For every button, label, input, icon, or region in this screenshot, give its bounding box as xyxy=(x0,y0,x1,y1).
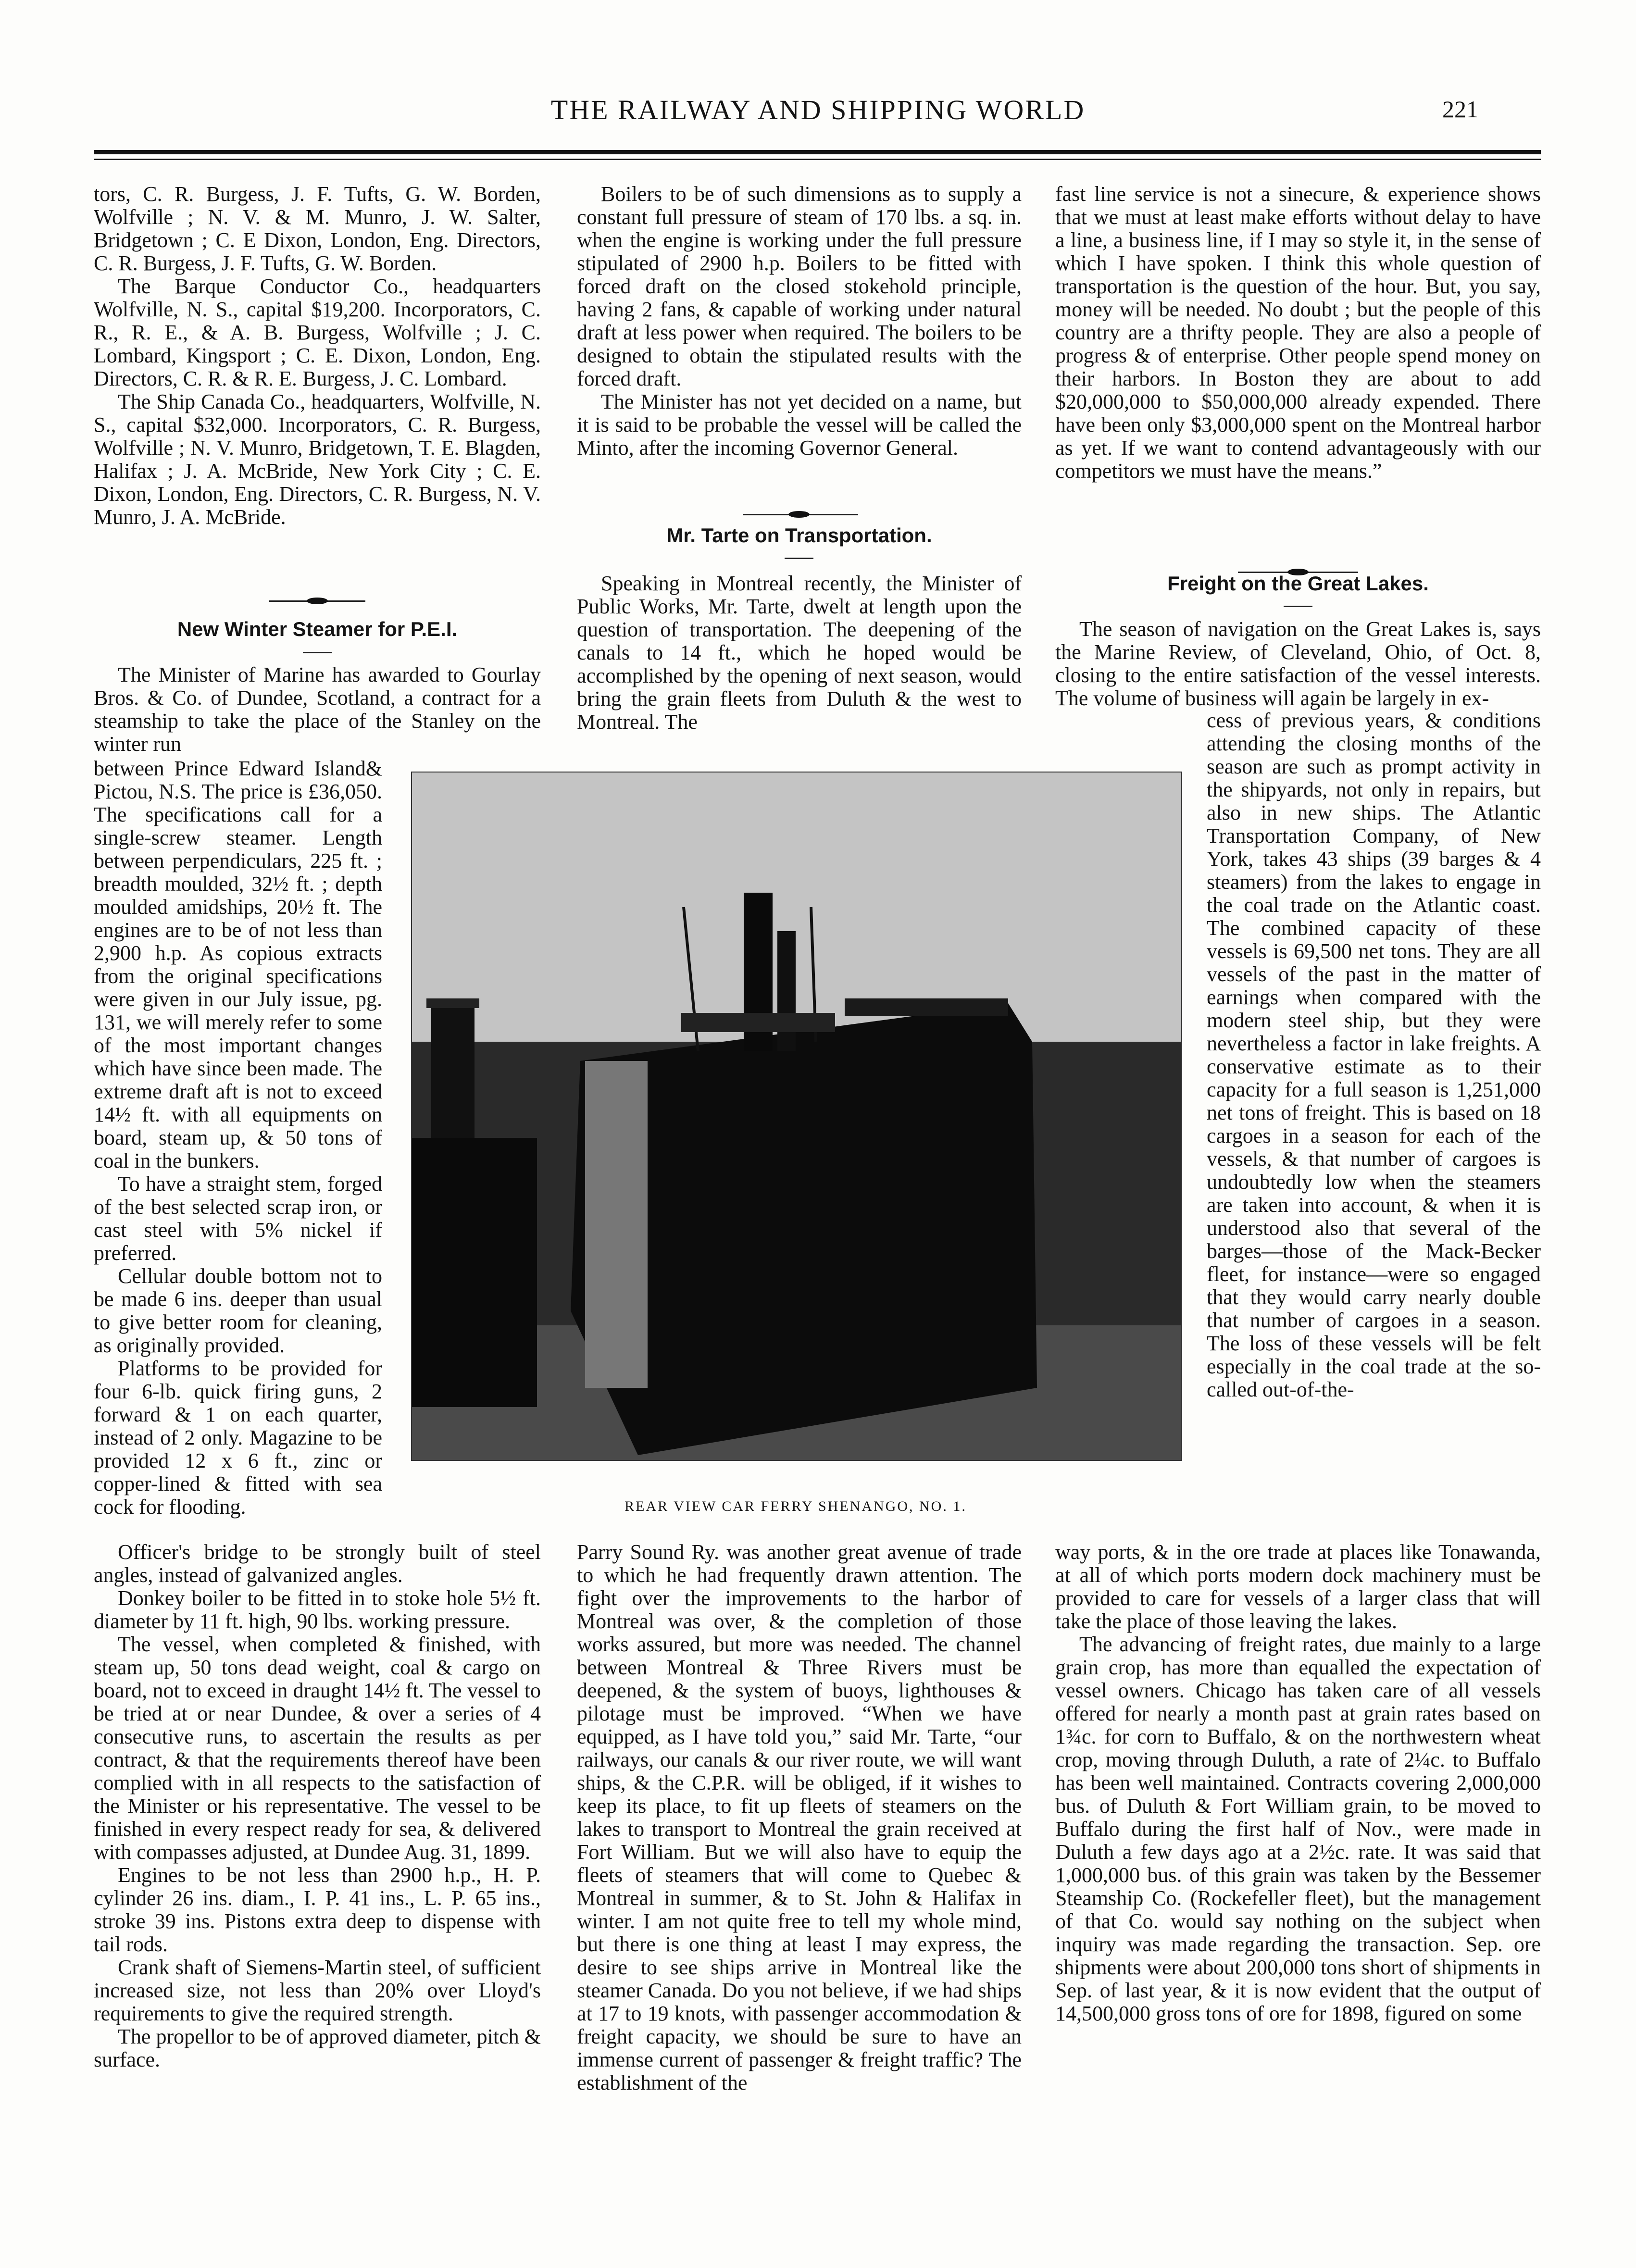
paragraph: Crank shaft of Siemens-Martin steel, of sufficient increased size, not less than 20% over Lloyd's requirements to give the required strength. xyxy=(94,1956,541,2025)
heading-dash xyxy=(303,652,332,653)
paragraph: The Barque Conductor Co., headquarters Wolfville, N. S., capital $19,200. Incorporators, C. R., R. E., & A. B. Burgess, Wolfville ; J. C. Lombard, Kingsport ; C. E. Dixon, London, Eng. Directors, C. R. & R. E. Burgess, J. C. Lombard. xyxy=(94,274,541,390)
paragraph: Cellular double bottom not to be made 6 ins. deeper than usual to give better room for cleaning, as originally provided. xyxy=(94,1264,382,1357)
photo-caption: REAR VIEW CAR FERRY SHENANGO, NO. 1. xyxy=(624,1498,967,1514)
paragraph: Parry Sound Ry. was another great avenue of trade to which he had frequently drawn attention. The fight over the improvements to the harbor of Montreal was over, & the completion of those works assured, but more was needed. The channel between Montreal & Three Rivers must be deepened, & the system of buoys, lighthouses & pilotage must be improved. “When we have equipped, as I have told you,” said Mr. Tarte, “our railways, our canals & our river route, we will want ships, & the C.P.R. will be obliged, if it wishes to keep its place, to fit up fleets of steamers on the lakes to transport to Montreal the grain received at Fort William. But we will also have to equip the fleets of steamers that will come to Quebec & Montreal in summer, & to St. John & Halifax in winter. I am not quite free to tell my whole mind, but there is one thing at least I may express, the desire to see ships arrive in Montreal like the steamer Canada. Do you not believe, if we had ships at 17 to 19 knots, with passenger accommodation & freight capacity, we should be sure to have an immense current of passenger & freight traffic? The establishment of the xyxy=(577,1540,1022,2094)
page-number: 221 xyxy=(1442,96,1478,123)
photo-car-ferry xyxy=(411,772,1182,1461)
section-separator xyxy=(577,510,1022,519)
paragraph: between Prince Edward Island& Pictou, N.S. The price is £36,050. The specifications call for a single-screw steamer. Length between perpendiculars, 225 ft. ; breadth moulded, 32½ ft. ; depth moulded amidships, 20½ ft. The engines are to be of not less than 2,900 h.p. As copious extracts from the original specifications were given in our July issue, pg. 131, we will merely refer to some of the most important changes which have since been made. The extreme draft aft is not to exceed 14½ ft. with all equipments on board, steam up, & 50 tons of coal in the bunkers. xyxy=(94,757,382,1172)
paragraph: Engines to be not less than 2900 h.p., H. P. cylinder 26 ins. diam., I. P. 41 ins., L. P. 65 ins., stroke 39 ins. Pistons extra deep to dispense with tail rods. xyxy=(94,1863,541,1956)
paragraph: The Minister has not yet decided on a name, but it is said to be probable the vessel will be called the Minto, after the incoming Governor General. xyxy=(577,390,1022,460)
heading-dash xyxy=(785,558,813,559)
col2-continuation-text xyxy=(577,1541,1022,2094)
paragraph: fast line service is not a sinecure, & experience shows that we must at least make efforts without delay to have a line, a business line, if I may so style it, in the sense of which I have spoken. I think this whole question of transportation is the question of the hour. But, you say, money will be needed. No doubt ; but the people of this country are a thrifty people. They are also a people of progress & of enterprise. Other people spend money on their harbors. In Boston they are about to add $20,000,000 to $50,000,000 already expended. There have been only $3,000,000 spent on the Montreal harbor as yet. If we want to contend advantageously with our competitors we must have the means.” xyxy=(1055,182,1541,483)
col1-bottom-text xyxy=(94,1541,541,2071)
col1-narrow-text xyxy=(94,757,382,1519)
paragraph: Donkey boiler to be fitted in to stoke hole 5½ ft. diameter by 11 ft. high, 90 lbs. working pressure. xyxy=(94,1586,541,1633)
ferry-illustration xyxy=(412,773,1181,1460)
col3-narrow-text xyxy=(1207,709,1541,1401)
paragraph: The advancing of freight rates, due mainly to a large grain crop, has more than equalled the expectation of vessel owners. Chicago has taken care of all vessels offered for nearly a month past at grain rates based on 1¾c. for corn to Buffalo, & on the northwestern wheat crop, moving through Duluth, a rate of 2¼c. to Buffalo has been well maintained. Contracts covering 2,000,000 bus. of Duluth & Fort William grain, to be moved to Buffalo during the first half of Nov., were made in Duluth a few days ago at a 2½c. rate. It was said that 1,000,000 bus. of this grain was taken by the Bessemer Steamship Co. (Rockefeller fleet), but the management of that Co. would say nothing on the subject when inquiry was made regarding the transaction. Sep. ore shipments were about 200,000 tons short of shipments in Sep. of last year, & it is now evident that the output of 14,500,000 gross tons of ore for 1898, figured on some xyxy=(1055,1632,1541,2025)
paragraph: Platforms to be provided for four 6-lb. quick firing guns, 2 forward & 1 on each quarter, instead of 2 only. Magazine to be provided 12 x 6 ft., zinc or copper-lined & fitted with sea cock for flooding. xyxy=(94,1357,382,1519)
paragraph: The Ship Canada Co., headquarters, Wolfville, N. S., capital $32,000. Incorporators, C. R. Burgess, Wolfville ; N. V. Munro, Bridgetown, T. E. Blagden, Halifax ; J. A. McBride, New York City ; C. E. Dixon, London, Eng. Directors, C. R. Burgess, N. V. Munro, J. A. McBride. xyxy=(94,390,541,529)
article-heading-tarte: Mr. Tarte on Transportation. xyxy=(666,524,932,547)
heading-dash xyxy=(1284,606,1312,607)
col1-top-text xyxy=(94,183,541,529)
header-rule-thick xyxy=(94,150,1541,154)
paragraph: Boilers to be of such dimensions as to supply a constant full pressure of steam of 170 lbs. a sq. in. when the engine is working under the full pressure stipulated of 2900 h.p. Boilers to be fitted with forced draft on the closed stokehold principle, having 2 fans, & capable of working under natural draft at less power when required. The boilers to be designed to obtain the stipulated results with the forced draft. xyxy=(577,182,1022,390)
paragraph: The vessel, when completed & finished, with steam up, 50 tons dead weight, coal & cargo on board, not to exceed in draught 14½ ft. The vessel to be tried at or near Dundee, & over a series of 4 consecutive runs, to ascertain the results as per contract, & that the requirements thereof have been complied with in all respects to the satisfaction of the Minister or his representative. The vessel to be finished in every respect ready for sea, & delivered with compasses adjusted, at Dundee Aug. 31, 1899. xyxy=(94,1632,541,1864)
paragraph: cess of previous years, & conditions attending the closing months of the season are such as prompt activity in the shipyards, not only in repairs, but also in new ships. The Atlantic Transportation Company, of New York, takes 43 ships (39 barges & 4 steamers) from the lakes to engage in the coal trade on the Atlantic coast. The combined capacity of these vessels is 69,500 net tons. They are all vessels of the past in the matter of earnings when compared with the modern steel ship, but they were nevertheless a factor in lake freights. A conservative estimate as to their capacity for a full season is 1,251,000 net tons of freight. This is based on 18 cargoes in a season for each of the vessels, & that number of cargoes is undoubtedly low when the steamers are taken into account, & when it is understood also that several of the barges—those of the Mack-Becker fleet, for instance—were so engaged that they would carry nearly double that number of cargoes in a season. The loss of these vessels will be felt especially in the coal trade at the so-called out-of-the- xyxy=(1207,709,1541,1401)
paragraph: tors, C. R. Burgess, J. F. Tufts, G. W. Borden, Wolfville ; N. V. & M. Munro, J. W. Salter, Bridgetown ; C. E Dixon, London, Eng. Directors, C. R. Burgess, J. F. Tufts, G. W. Borden. xyxy=(94,182,541,275)
article-heading-great-lakes: Freight on the Great Lakes. xyxy=(1167,572,1429,595)
paragraph: Speaking in Montreal recently, the Minister of Public Works, Mr. Tarte, dwelt at length upon the question of transportation. The deepening of the canals to 14 ft., which he hoped would be accomplished by the opening of next season, would bring the grain fleets from Duluth & the west to Montreal. The xyxy=(577,572,1022,734)
paragraph: The propellor to be of approved diameter, pitch & surface. xyxy=(94,2025,541,2071)
article-heading-winter-steamer: New Winter Steamer for P.E.I. xyxy=(177,618,458,640)
paragraph: way ports, & in the ore trade at places like Tonawanda, at all of which ports modern dock machinery must be provided to care for vessels of a larger class that will take the place of those leaving the lakes. xyxy=(1055,1540,1541,1633)
col2-article-text xyxy=(577,572,1022,734)
col3-bottom-text xyxy=(1055,1541,1541,2025)
col1-intro-text xyxy=(94,663,541,756)
col2-top-text xyxy=(577,183,1022,460)
page-header-title: THE RAILWAY AND SHIPPING WORLD xyxy=(550,94,1086,125)
section-separator xyxy=(94,596,541,606)
col3-top-text xyxy=(1055,183,1541,483)
paragraph: The season of navigation on the Great Lakes is, says the Marine Review, of Cleveland, Ohio, of Oct. 8, closing to the entire satisfaction of the vessel interests. The volume of business will again be largely in ex- xyxy=(1055,617,1541,710)
col3-intro-text xyxy=(1055,618,1541,710)
header-rule-thin xyxy=(94,159,1541,160)
paragraph: To have a straight stem, forged of the best selected scrap iron, or cast steel with 5% nickel if preferred. xyxy=(94,1172,382,1265)
paragraph: Officer's bridge to be strongly built of steel angles, instead of galvanized angles. xyxy=(94,1540,541,1587)
paragraph: The Minister of Marine has awarded to Gourlay Bros. & Co. of Dundee, Scotland, a contract for a steamship to take the place of the Stanley on the winter run xyxy=(94,663,541,756)
